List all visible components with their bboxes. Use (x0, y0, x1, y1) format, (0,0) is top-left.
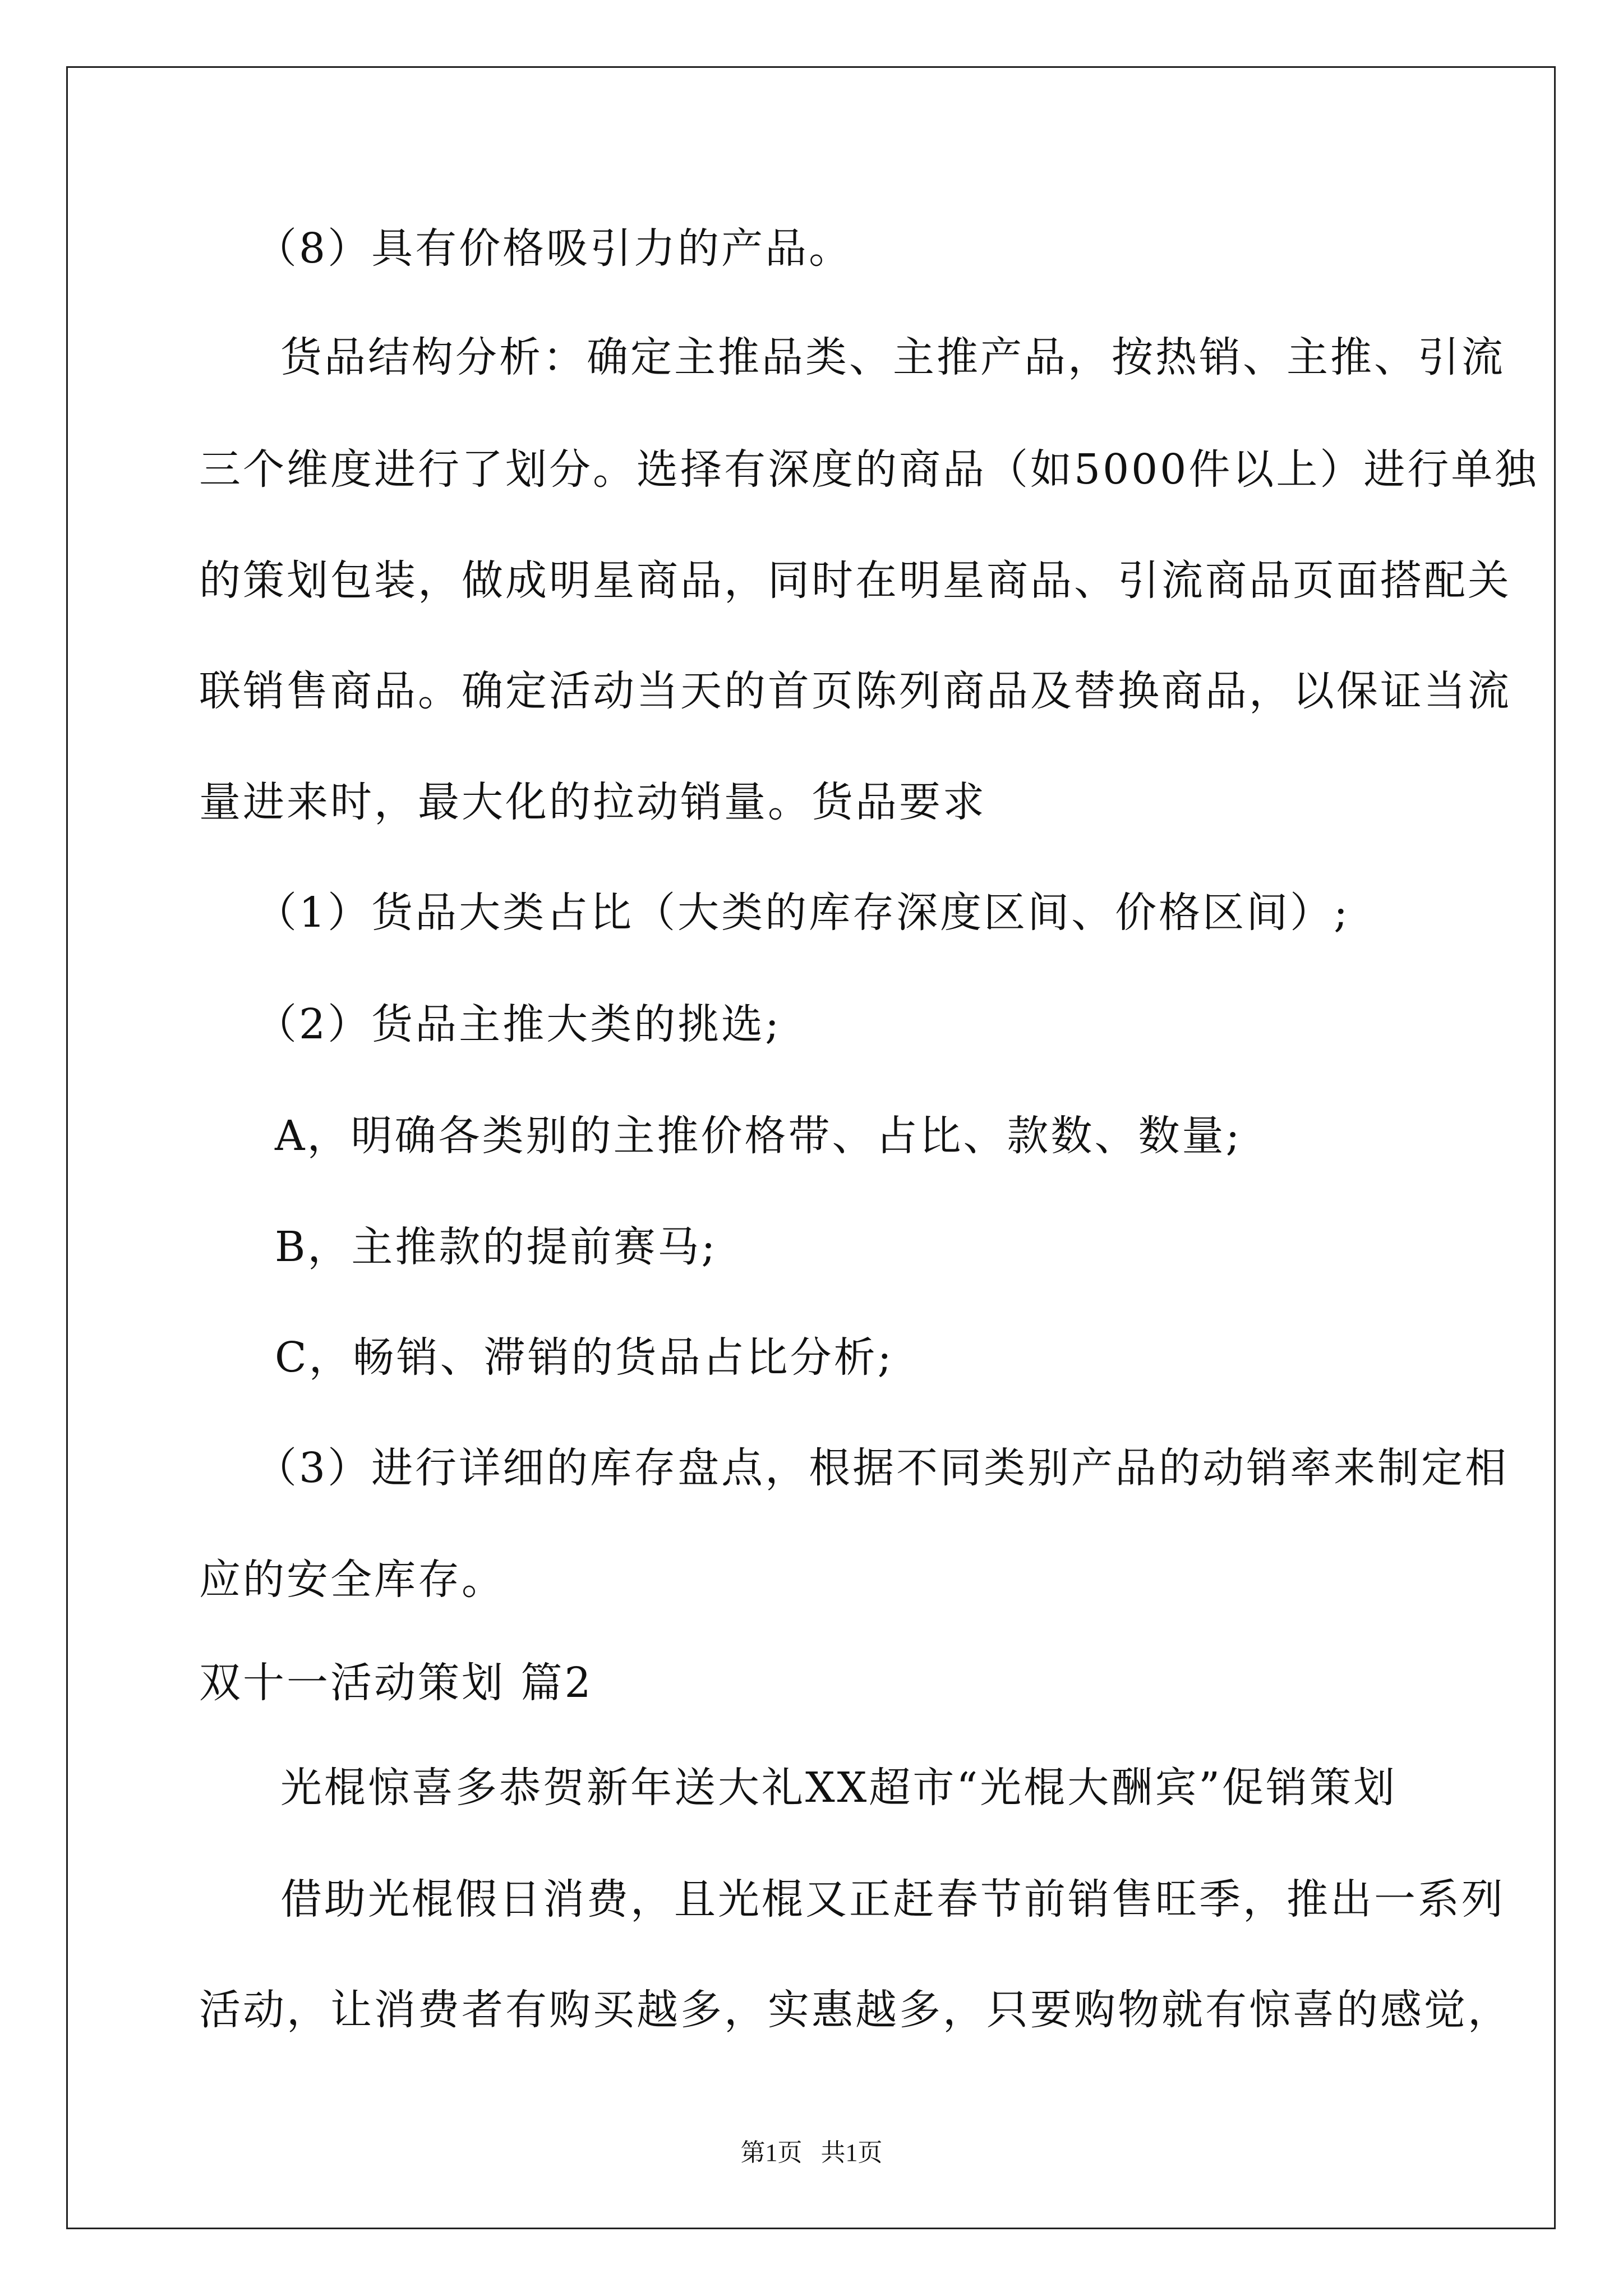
text-line-2: 货品结构分析：确定主推品类、主推产品，按热销、主推、引流 (280, 333, 1505, 381)
text-line-7: （1）货品大类占比（大类的库存深度区间、价格区间）; (255, 889, 1350, 937)
text-line-12: （3）进行详细的库存盘点，根据不同类别产品的动销率来制定相 (255, 1444, 1509, 1492)
text-line-13: 应的安全库存。 (199, 1556, 505, 1604)
text-line-15: 光棍惊喜多恭贺新年送大礼XX超市“光棍大酬宾”促销策划 (280, 1764, 1398, 1812)
text-line-4: 的策划包装，做成明星商品，同时在明星商品、引流商品页面搭配关 (199, 556, 1511, 605)
text-line-10: B，主推款的提前赛马; (275, 1223, 718, 1271)
page-footer (0, 2136, 1623, 2170)
text-line-6: 量进来时，最大化的拉动销量。货品要求 (199, 778, 986, 826)
section-heading: 双十一活动策划 篇2 (199, 1659, 593, 1707)
text-line-3: 三个维度进行了划分。选择有深度的商品（如5000件以上）进行单独 (199, 445, 1539, 494)
text-line-8: （2）货品主推大类的挑选; (255, 1000, 782, 1048)
text-line-5: 联销售商品。确定活动当天的首页陈列商品及替换商品，以保证当流 (199, 667, 1511, 715)
text-line-16: 借助光棍假日消费，且光棍又正赶春节前销售旺季，推出一系列 (280, 1875, 1505, 1924)
page-total: 共1页 (820, 2139, 883, 2166)
text-line-9: A，明确各类别的主推价格带、占比、款数、数量; (275, 1112, 1242, 1160)
text-line-17: 活动，让消费者有购买越多，实惠越多，只要购物就有惊喜的感觉， (199, 1986, 1511, 2034)
page-number: 第1页 (740, 2139, 803, 2166)
text-line-1: （8）具有价格吸引力的产品。 (255, 224, 853, 273)
text-line-11: C，畅销、滞销的货品占比分析; (275, 1333, 894, 1382)
